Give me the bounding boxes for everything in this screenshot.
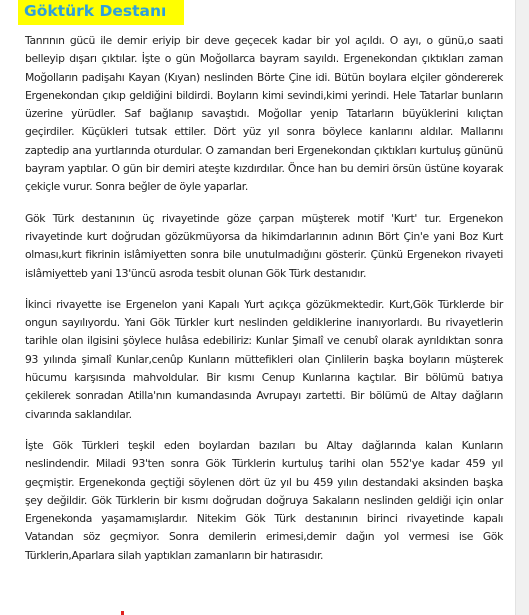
red-cursor-mark xyxy=(121,611,124,615)
title-banner xyxy=(18,0,184,25)
article-body xyxy=(25,32,503,578)
paragraph-4: İşte Gök Türkleri teşkil eden boylardan bazıları bu Altay dağlarında kalan Kunların neslindendir. Miladi 93'ten sonra Gök Türklerin kurtuluş tarihi olan 552'ye kadar 459 yıl geçmiştir. Ergenekonda geçtiği söylenen dört üz yıl bu 459 yılın destandaki aksinden başka şey değildir. Gök Türklerin bir kısmı doğrudan doğruya Sakaların neslinden geldiği için onlar Ergenekonda yaşamamışlardır. Nitekim Gök Türk destanının birinci rivayetinde kapalı Vatandan söz geçmiyor. Sonra demilerin erimesi,demir dağın yol vermesi ise Gök Türklerin,Aparlara silah yaptıkları zamanların bir hatırasıdır. xyxy=(25,438,503,562)
paragraph-1: Tanrının gücü ile demir eriyip bir deve geçecek kadar bir yol açıldı. O ayı, o günü,o saati belleyip dışarı çıktılar. İşte o gün Moğollarca bayram sayıldı. Ergenekondan çıktıkları zaman Moğolların padişahı Kayan (Kıyan) neslinden Börte Çine idi. Bütün boylara elçiler göndererek Ergenekondan çıkıp geldiğini bildirdi. Boyların kimi sevindi,kimi yerindi. Hele Tatarlar bunların üzerine yürüdler. Saf bağlanıp savaştıdı. Moğollar yenip Tatarların büyüklerini kılıçtan geçirdiler. Küçükleri tutsak ettiler. Dört yüz yıl sonra böylece kanlarını aldılar. Mallarını zaptedip ana yurtlarında oturdular. O zamandan beri Ergenekondan çıktıkları kurtuluş gününü bayram yaptılar. O gün bir demiri ateşte kızdırdılar. Önce han bu demiri örsün üstüne koyarak çekiçle vurur. Sonra beğler de öyle yaparlar. xyxy=(25,34,503,194)
paragraph-3: İkinci rivayette ise Ergenelon yani Kapalı Yurt açıkça gözükmektedir. Kurt,Gök Türklerde bir ongun sayılıyordu. Yani Gök Türkler kurt neslinden geldiklerine inanıyorlardı. Bu rivayetlerin tarihle olan ilgisini şöylece hulâsa edebiliriz: Kunlar Şimalî ve cenubî olarak ayrıldıktan sonra 93 yılında şimalî Kunlar,cenûp Kunların müttefikleri olan Çinlilerin başka boyların müşterek hücumu karşısında mahvoldular. Bir kısmı Cenup Kunlarına kaçtılar. Bir bölümü batıya çekilerek sonradan Atilla'nın kumandasında Avrupayı zartetti. Bir bölümü de Altay dağların civarında saklandılar. xyxy=(25,297,503,421)
paragraph-2: Gök Türk destanının üç rivayetinde göze çarpan müşterek motif 'Kurt' tur. Ergenekon rivayetinde kurt doğrudan gözükmüyorsa da hikimdarlarının adının Bört Çin'e yani Boz Kurt olması,kurt fikrinin islâmiyetten sonra bile unutulmadığını gösterir. Çünkü Ergenekon rivayeti islâmiyetteb yani 13'üncü asroda tesbit olunan Gök Türk destanıdır. xyxy=(25,211,503,280)
scrollbar-track[interactable] xyxy=(515,0,529,615)
page-title: Göktürk Destanı xyxy=(24,2,167,20)
